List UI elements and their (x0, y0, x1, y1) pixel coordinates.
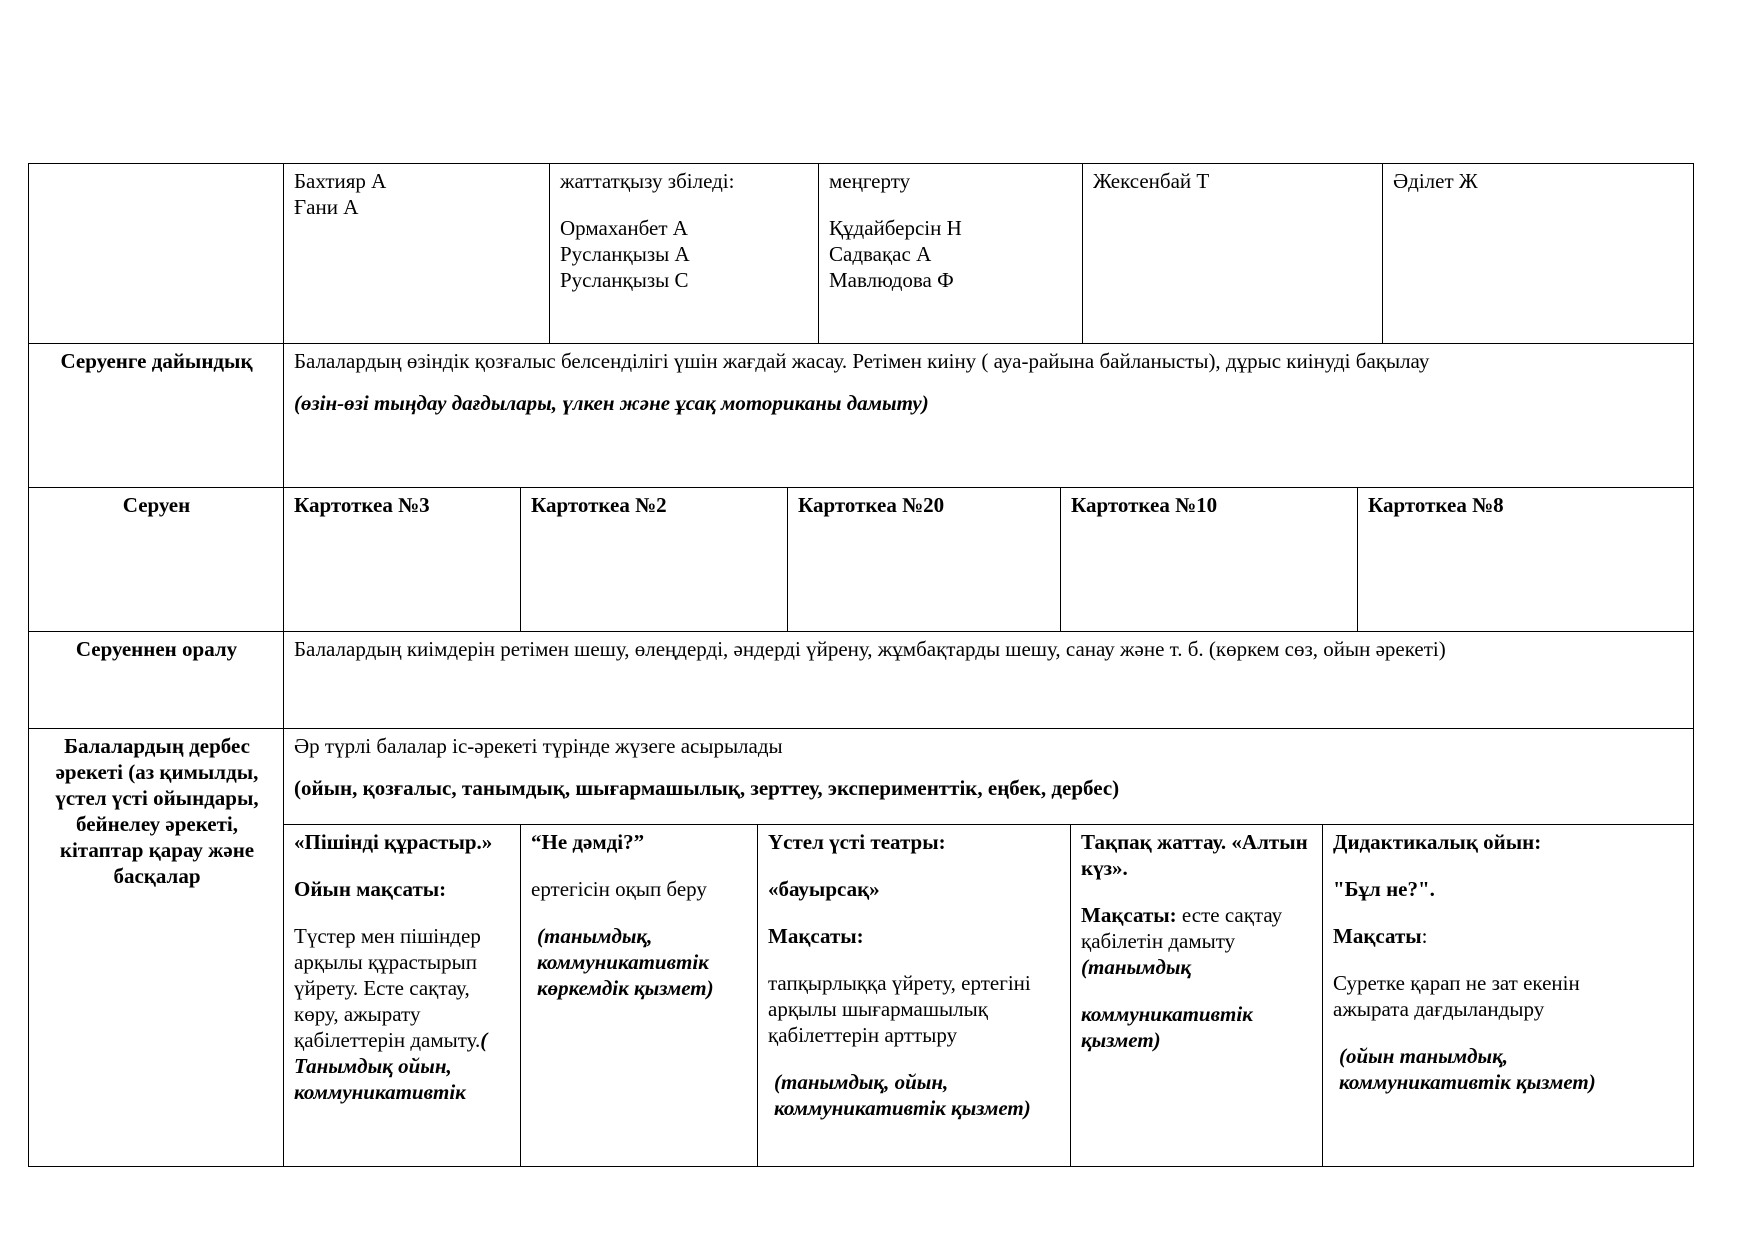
names-cell-2 (549, 164, 818, 343)
cell-heading: жаттатқызу збіледі: (560, 169, 735, 193)
activity-title: “Не дәмді?” (531, 830, 645, 854)
walk-card-1: Картоткеа №3 (294, 493, 430, 517)
prep-text: Балалардың өзіндік қозғалыс белсенділігі үшін жағдай жасау. Ретімен киіну ( ауа-райына байланысты), дұрыс киінуді бақылау (294, 349, 1430, 373)
activity-goal (294, 923, 510, 1105)
activities-grid (283, 825, 1693, 1166)
activity-goal-label: Мақсаты: (768, 924, 864, 948)
cell-heading: меңгерту (829, 169, 911, 193)
table-row-walk (29, 488, 1693, 632)
activity-title: Дидактикалық ойын: (1333, 830, 1542, 854)
walk-card-4: Картоткеа №10 (1071, 493, 1218, 517)
summary-text: Әр түрлі балалар іс-әрекеті түрінде жүзеге асырылады (294, 734, 783, 758)
name-item: Жексенбай Т (1093, 169, 1210, 193)
activity-title: Тақпақ жаттау. «Алтын күз». (1081, 830, 1308, 880)
prep-note: (өзін-өзі тыңдау дағдылары, үлкен және ұсақ моториканы дамыту) (294, 391, 929, 415)
activity-note: (танымдық (1081, 955, 1192, 979)
row-label: Серуенге дайындық (60, 349, 253, 373)
walk-card-5: Картоткеа №8 (1368, 493, 1504, 517)
name-item: Әділет Ж (1393, 169, 1478, 193)
empty-label-cell (29, 164, 283, 343)
prep-content (283, 344, 1693, 487)
table-row-names (29, 164, 1693, 344)
activity-4 (1070, 825, 1322, 1166)
activity-goal-label-line (1333, 923, 1683, 949)
name-item: Бахтияр А (294, 169, 387, 193)
activity-goal (1081, 902, 1312, 954)
activity-title: «Пішінді құрастыр.» (294, 830, 493, 854)
summary-content (283, 729, 1693, 824)
schedule-table (28, 163, 1694, 1167)
goal-text: Түстер мен пішіндер арқылы құрастырып үйрету. Есте сақтау, көру, ажырату қабілеттерін дамыту. (294, 924, 481, 1052)
activity-note: (танымдық, ойын, коммуникативтік қызмет) (774, 1070, 1031, 1120)
goal-text: есте сақтау қабілетін дамыту (1081, 903, 1283, 953)
goal-note: ( Танымдық ойын, коммуникативтік (294, 1028, 488, 1104)
activity-note: (танымдық, коммуникативтік көркемдік қызмет) (537, 924, 714, 1000)
activity-subtitle: «бауырсақ» (768, 877, 880, 901)
names-cell-4 (1082, 164, 1382, 343)
activity-subtitle: "Бұл не?". (1333, 877, 1435, 901)
names-cell-3 (818, 164, 1082, 343)
name-item: Русланқызы А (560, 242, 690, 266)
row-label: Балалардың дербес әрекеті (аз қимылды, үстел үсті ойындары, бейнелеу әрекеті, кітаптар қарау және басқалар (55, 734, 259, 888)
summary-note: (ойын, қозғалыс, танымдық, шығармашылық, зерттеу, эксперименттік, еңбек, дербес) (294, 776, 1120, 800)
table-row-independent (29, 729, 1693, 1166)
activity-5 (1322, 825, 1693, 1166)
name-item: Садвақас А (829, 242, 932, 266)
table-row-prep (29, 344, 1693, 488)
name-item: Русланқызы С (560, 268, 689, 292)
independent-summary (283, 729, 1693, 825)
activity-goal: Суретке қарап не зат екенін ажырата дағдыландыру (1333, 971, 1580, 1021)
name-item: Ормаханбет А (560, 216, 688, 240)
row-label: Серуен (122, 493, 191, 517)
activity-title: Үстел үсті театры: (768, 830, 946, 854)
activity-3 (757, 825, 1070, 1166)
activity-1 (283, 825, 520, 1166)
activity-goal: тапқырлыққа үйрету, ертегіні арқылы шығармашылық қабілеттерін арттыру (768, 971, 1031, 1047)
return-text: Балалардың киімдерін ретімен шешу, өлеңдерді, әндерді үйрену, жұмбақтарды шешу, санау және т. б. (көркем сөз, ойын әрекеті) (294, 637, 1446, 661)
name-item: Ғани А (294, 195, 359, 219)
activity-2 (520, 825, 757, 1166)
activity-goal-label: Ойын мақсаты: (294, 877, 447, 901)
goal-label: Мақсаты (1333, 924, 1422, 948)
row-label: Серуеннен оралу (75, 637, 238, 661)
activity-text: ертегісін оқып беру (531, 877, 707, 901)
walk-card-3: Картоткеа №20 (798, 493, 945, 517)
names-cell-1 (283, 164, 549, 343)
name-item: Құдайберсін Н (829, 216, 962, 240)
goal-label: Мақсаты: (1081, 903, 1177, 927)
walk-card-2: Картоткеа №2 (531, 493, 667, 517)
name-item: Мавлюдова Ф (829, 268, 954, 292)
goal-colon: : (1421, 924, 1428, 948)
names-cell-5 (1382, 164, 1693, 343)
table-row-return (29, 632, 1693, 729)
activity-note: (ойын танымдық, коммуникативтік қызмет) (1339, 1044, 1596, 1094)
activity-note: коммуникативтік қызмет) (1081, 1002, 1253, 1052)
